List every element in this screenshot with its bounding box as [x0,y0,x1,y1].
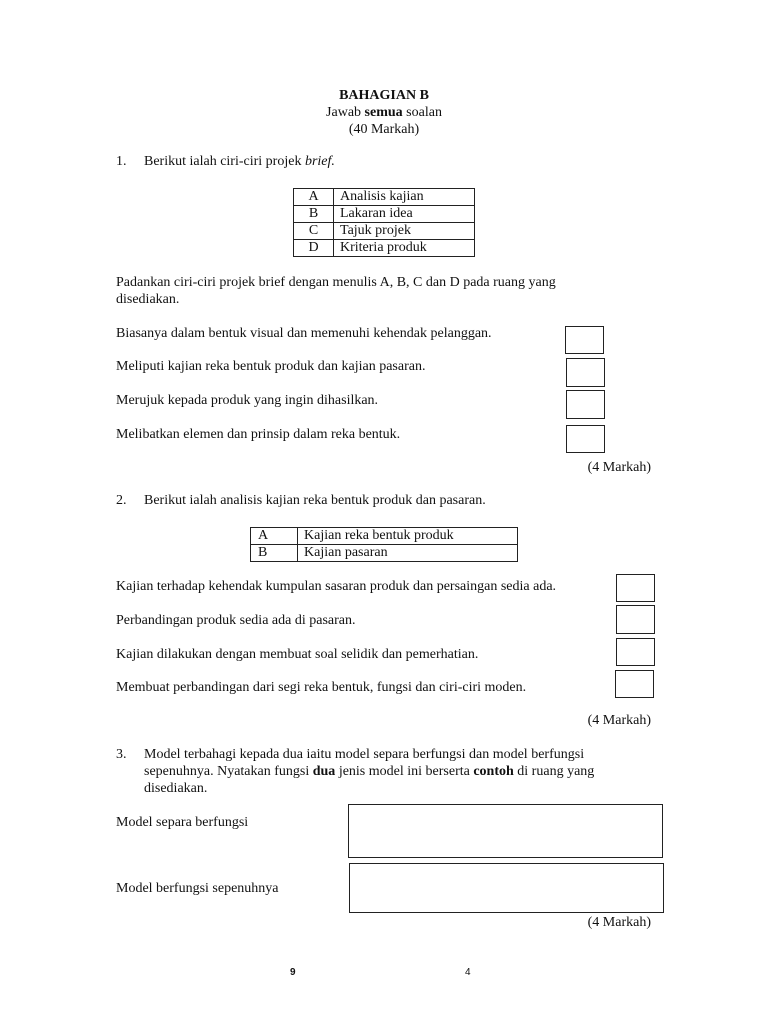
q3-answer-box-full-model[interactable] [349,863,664,913]
q2-answer-box-2[interactable] [616,605,655,634]
q1-statement-3: Merujuk kepada produk yang ingin dihasilkan. [116,393,379,408]
q1-answer-box-1[interactable] [565,326,604,354]
q2-statement-1: Kajian terhadap kehendak kumpulan sasaran produk dan persaingan sedia ada. [116,579,557,594]
q2-answer-box-3[interactable] [616,638,655,666]
footer-mark: 9 [290,967,296,978]
q1-number: 1. [116,154,127,169]
q2-marks: (4 Markah) [587,713,651,728]
table-row: B Kajian pasaran [251,545,518,562]
table-row: B Lakaran idea [294,206,475,223]
q2-answer-box-1[interactable] [616,574,655,602]
q2-answer-box-4[interactable] [615,670,654,698]
q2-stem: Berikut ialah analisis kajian reka bentuk produk dan pasaran. [144,493,486,508]
q2-number: 2. [116,493,127,508]
q3-answer-box-partial-model[interactable] [348,804,663,858]
q3-label-full-model: Model berfungsi sepenuhnya [116,881,279,896]
q1-instruction-line2: disediakan. [116,292,180,307]
q2-statement-3: Kajian dilakukan dengan membuat soal selidik dan pemerhatian. [116,647,479,662]
table-row: D Kriteria produk [294,240,475,257]
q1-marks: (4 Markah) [587,460,651,475]
q1-answer-box-2[interactable] [566,358,605,387]
q2-statement-4: Membuat perbandingan dari segi reka bentuk, fungsi dan ciri-ciri moden. [116,680,527,695]
section-instruction: Jawab semua soalan [326,105,442,120]
table-row: A Analisis kajian [294,189,475,206]
table-row: A Kajian reka bentuk produk [251,528,518,545]
q1-answer-box-4[interactable] [566,425,605,453]
q3-line2: sepenuhnya. Nyatakan fungsi dua jenis model ini berserta contoh di ruang yang [144,764,595,779]
q1-statement-2: Meliputi kajian reka bentuk produk dan kajian pasaran. [116,359,426,374]
page-number: 4 [465,967,471,978]
q3-label-partial-model: Model separa berfungsi [116,815,249,830]
q3-marks: (4 Markah) [587,915,651,930]
table-row: C Tajuk projek [294,223,475,240]
section-title: BAHAGIAN B [339,88,429,103]
q1-statement-4: Melibatkan elemen dan prinsip dalam reka bentuk. [116,427,401,442]
section-total-marks: (40 Markah) [348,122,420,137]
q1-instruction-line1: Padankan ciri-ciri projek brief dengan menulis A, B, C dan D pada ruang yang [116,275,556,290]
q2-options-table [250,527,518,562]
q3-line3: disediakan. [144,781,208,796]
q3-number: 3. [116,747,127,762]
q2-statement-2: Perbandingan produk sedia ada di pasaran. [116,613,356,628]
q1-options-table [293,188,475,257]
q3-line1: Model terbahagi kepada dua iaitu model separa berfungsi dan model berfungsi [144,747,585,762]
q1-statement-1: Biasanya dalam bentuk visual dan memenuhi kehendak pelanggan. [116,326,492,341]
q1-answer-box-3[interactable] [566,390,605,419]
q1-stem: Berikut ialah ciri-ciri projek brief. [144,154,335,169]
